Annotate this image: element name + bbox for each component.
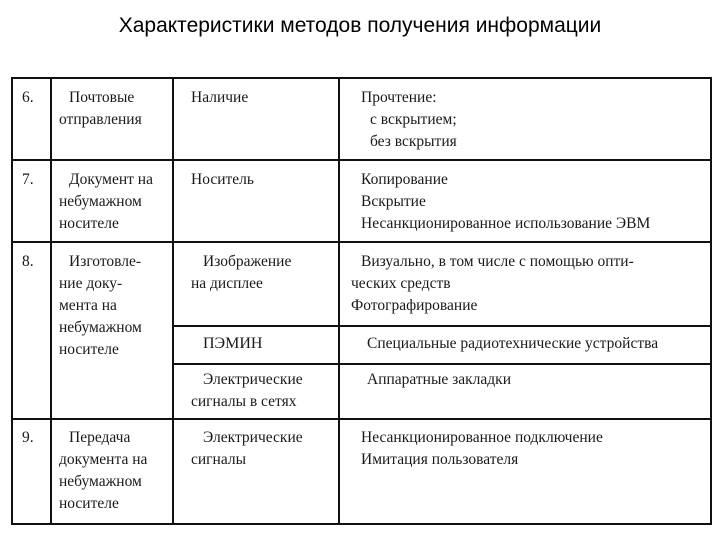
method-cell: Аппаратные закладки (367, 371, 511, 388)
table-border-left (11, 77, 13, 525)
method-cell: Несанкционированное подключение Имитация пользователя (361, 429, 603, 468)
document-cell: Передача документа на небумажном носителе (59, 429, 148, 512)
carrier-cell: Электрические сигналы в сетях (191, 371, 303, 410)
row-number: 6. (22, 89, 34, 106)
table-border-right (710, 77, 712, 525)
carrier-cell: Изображение на дисплее (191, 253, 292, 292)
subrow-divider (172, 325, 712, 327)
carrier-cell: Носитель (191, 171, 254, 188)
col-divider (50, 77, 52, 525)
method-cell: Копирование Вскрытие Несанкционированное использование ЭВМ (361, 171, 651, 232)
table-border-bottom (11, 523, 712, 525)
table-border-top (11, 77, 712, 79)
methods-table (11, 77, 712, 525)
row-number: 8. (22, 253, 34, 270)
row-divider (11, 159, 712, 161)
col-divider (172, 77, 174, 525)
document-cell: Документ на небумажном носителе (59, 171, 153, 232)
subrow-divider (172, 363, 712, 365)
row-number: 7. (22, 171, 34, 188)
col-divider (338, 77, 340, 525)
document-cell: Почтовые отправления (59, 89, 142, 128)
method-cell: Специальные радиотехнические устройства (367, 335, 659, 352)
carrier-cell: Электрические сигналы (191, 429, 303, 468)
method-cell: Визуально, в том числе с помощью опти- ческих средств Фотографирование (351, 253, 634, 314)
row-number: 9. (22, 429, 34, 446)
row-divider (11, 418, 712, 420)
page-title: Характеристики методов получения информации (118, 14, 602, 37)
document-cell: Изготовле- ние доку- мента на небумажном носителе (59, 253, 142, 358)
method-cell: Прочтение: с вскрытием; без вскрытия (361, 89, 457, 150)
row-divider (11, 241, 712, 243)
carrier-cell: ПЭМИН (203, 335, 263, 352)
carrier-cell: Наличие (191, 89, 249, 106)
